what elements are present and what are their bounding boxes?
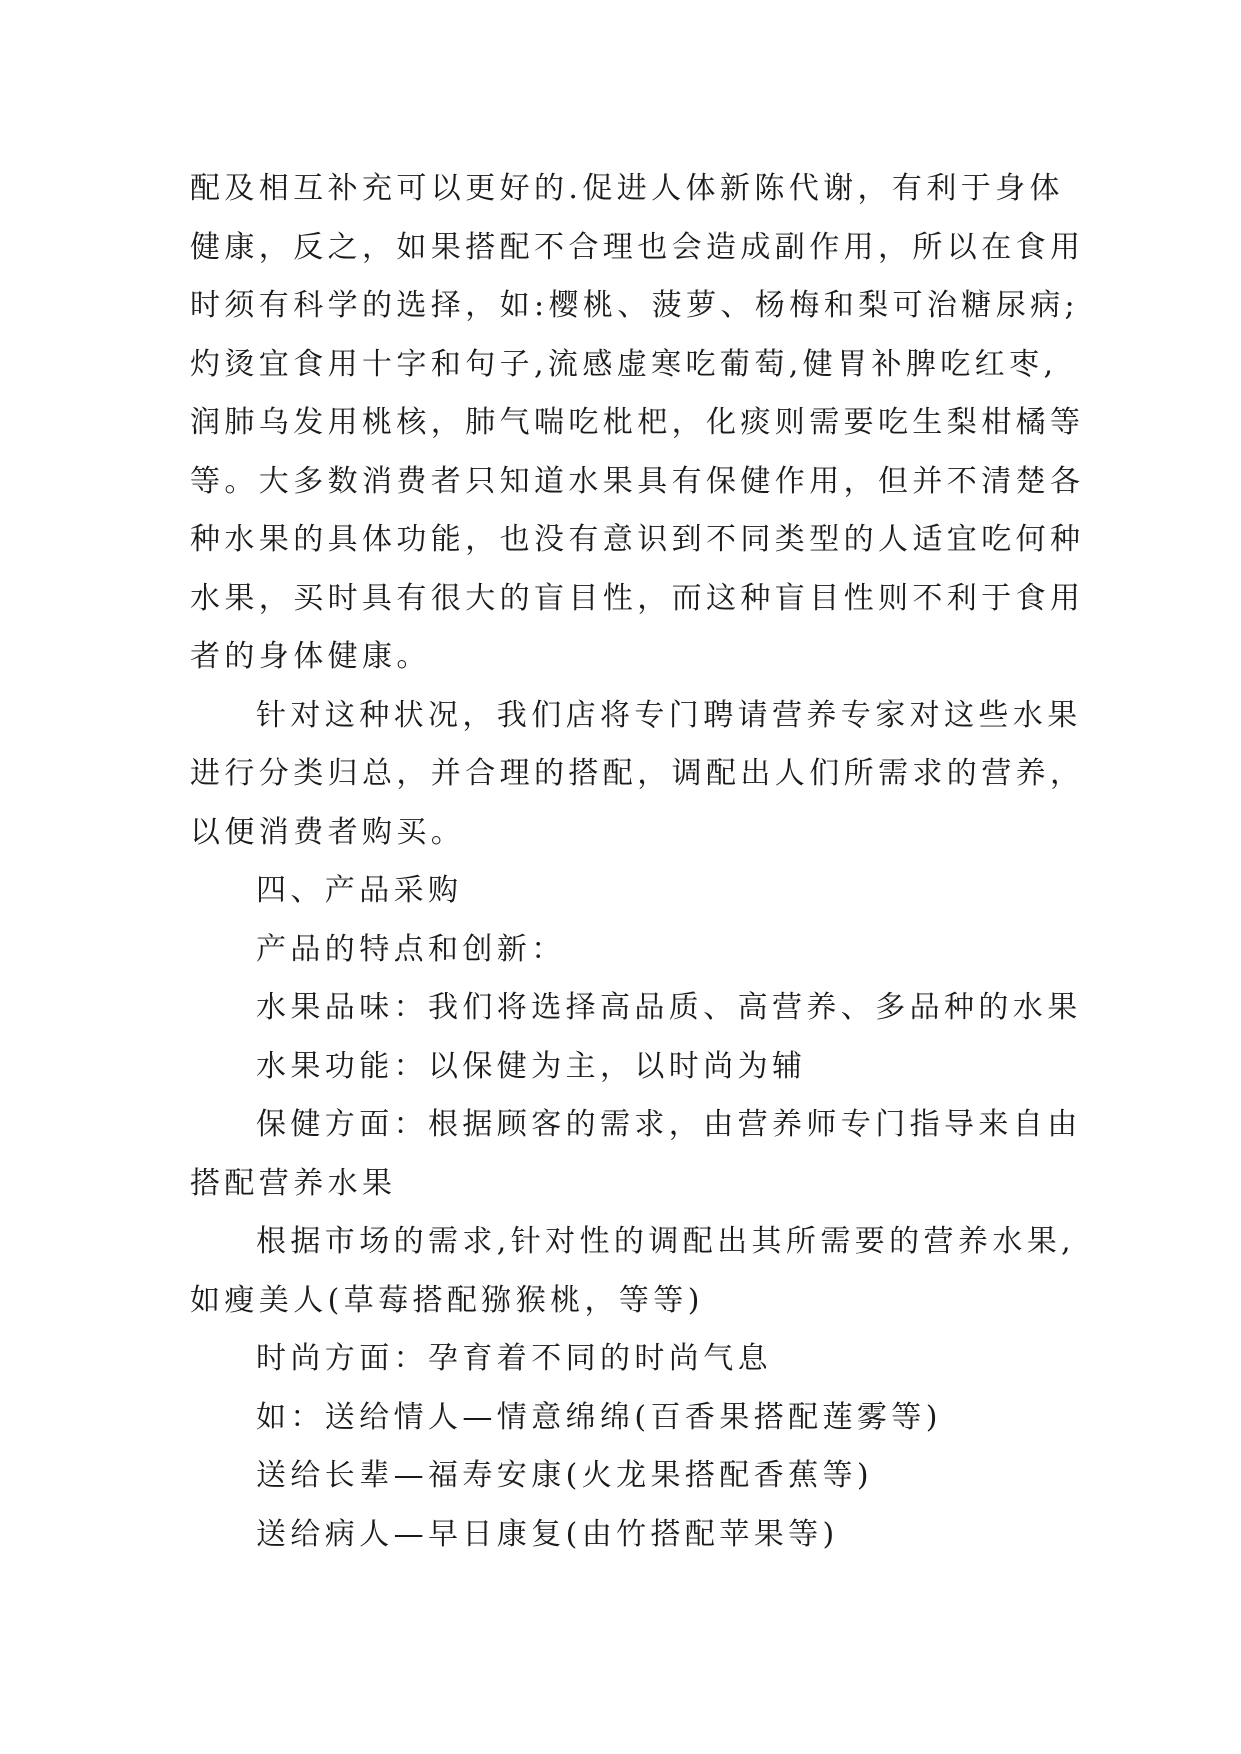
- text-line: 以便消费者购买。: [190, 814, 466, 850]
- text-line: 送给病人—早日康复(由竹搭配苹果等): [256, 1516, 839, 1552]
- paragraph: [190, 921, 1070, 980]
- text-line: 产品的特点和创新：: [256, 931, 566, 967]
- text-line: 四、产品采购: [256, 873, 463, 908]
- text-line: 润肺乌发用桃核，肺气喘吃枇杷，化痰则需要吃生梨柑橘等: [190, 405, 1085, 440]
- document-body: [190, 160, 1085, 1564]
- text-line: 搭配营养水果: [190, 1165, 397, 1201]
- paragraph: [190, 1389, 1070, 1448]
- paragraph: [190, 1038, 1070, 1097]
- text-line: 保健方面：根据顾客的需求，由营养师专门指导来自由: [256, 1107, 1082, 1142]
- text-line: 送给长辈—福寿安康(火龙果搭配香蕉等): [256, 1458, 874, 1493]
- text-line: 灼烫宜食用十字和句子,流感虚寒吃葡萄,健胃补脾吃红枣,: [190, 346, 1058, 382]
- paragraph: [190, 1447, 1070, 1506]
- text-line: 等。大多数消费者只知道水果具有保健作用，但并不清楚各: [190, 463, 1085, 499]
- paragraph: [190, 1096, 1082, 1213]
- text-line: 如：送给情人—情意绵绵(百香果搭配莲雾等): [256, 1399, 942, 1435]
- text-line: 水果，买时具有很大的盲目性，而这种盲目性则不利于食用: [190, 580, 1085, 616]
- paragraph: [190, 979, 1082, 1038]
- text-line: 配及相互补充可以更好的.促进人体新陈代谢，有利于身体: [190, 171, 1064, 206]
- text-line: 水果品味：我们将选择高品质、高营养、多品种的水果: [256, 990, 1082, 1025]
- paragraph: [190, 1506, 1070, 1565]
- text-line: 种水果的具体功能，也没有意识到不同类型的人适宜吃何种: [190, 522, 1085, 557]
- text-line: 根据市场的需求,针对性的调配出其所需要的营养水果,: [256, 1224, 1076, 1259]
- paragraph: [190, 687, 1085, 863]
- paragraph: [190, 862, 1070, 921]
- text-line: 健康，反之，如果搭配不合理也会造成副作用，所以在食用: [190, 229, 1085, 265]
- text-line: 进行分类归总，并合理的搭配，调配出人们所需求的营养，: [190, 756, 1085, 791]
- paragraph: [190, 1213, 1076, 1330]
- paragraph: [190, 1330, 1070, 1389]
- text-line: 如瘦美人(草莓搭配猕猴桃，等等): [190, 1282, 704, 1318]
- paragraph: [190, 160, 1085, 687]
- text-line: 者的身体健康。: [190, 639, 431, 674]
- text-line: 时尚方面：孕育着不同的时尚气息: [256, 1341, 772, 1376]
- text-line: 针对这种状况，我们店将专门聘请营养专家对这些水果: [256, 697, 1082, 733]
- text-line: 时须有科学的选择，如:樱桃、菠萝、杨梅和梨可治糖尿病;: [190, 288, 1080, 323]
- text-line: 水果功能：以保健为主，以时尚为辅: [256, 1048, 807, 1084]
